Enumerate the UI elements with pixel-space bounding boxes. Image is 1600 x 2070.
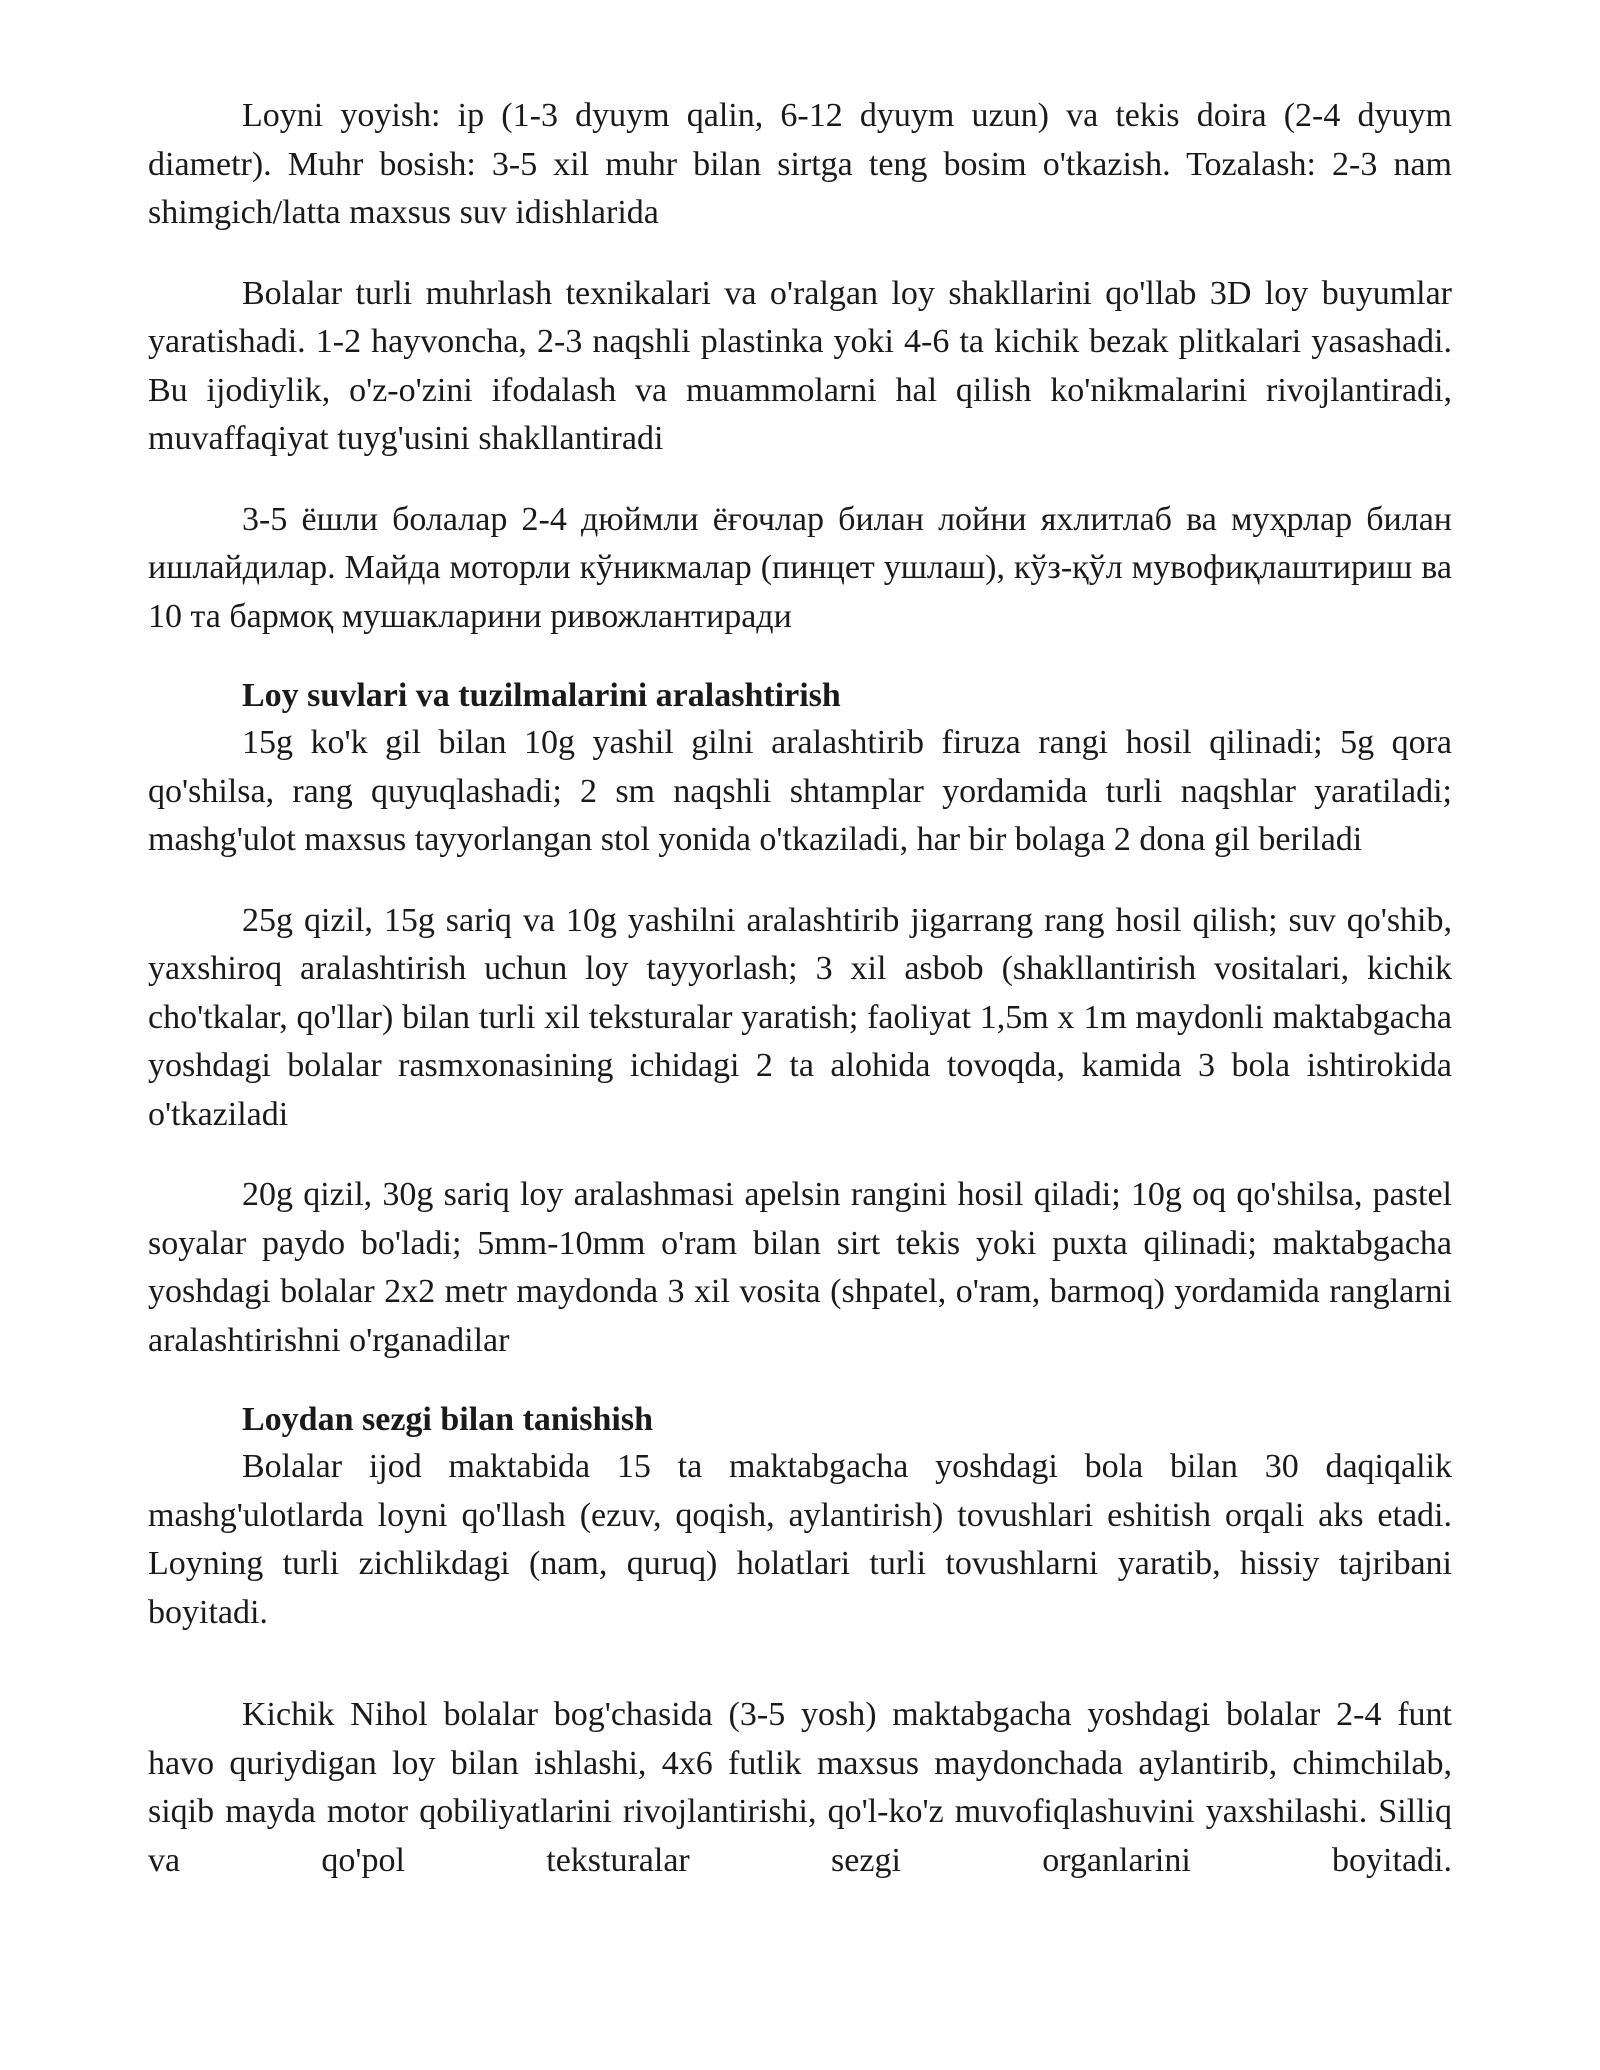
- paragraph-kindergarten-clay: Kichik Nihol bolalar bog'chasida (3-5 yosh) maktabgacha yoshdagi bolalar 2-4 funt havo quriydigan loy bilan ishlashi, 4x6 futlik maxsus maydonchada aylantirib, chimchilab, siqib mayda motor qobiliyatlarini rivojlantirishi, qo'l-ko'z muvofiqlashuvini yaxshilashi. Silliq va qo'pol teksturalar sezgi organlarini boyitadi.: [148, 1696, 1452, 1879]
- document-page: [148, 92, 1452, 1885]
- section-heading-sensory: Loydan sezgi bilan tanishish: [242, 1401, 653, 1438]
- paragraph-orange-mix: 20g qizil, 30g sariq loy aralashmasi apelsin rangini hosil qiladi; 10g oq qo'shilsa, pastel soyalar paydo bo'ladi; 5mm-10mm o'ram bilan sirt tekis yoki puxta qilinadi; maktabgacha yoshdagi bolalar 2x2 metr maydonda 3 xil vosita (shpatel, o'ram, barmoq) yordamida ranglarni aralashtirishni o'rganadilar: [148, 1176, 1452, 1359]
- paragraph-clay-rolling: Loyni yoyish: ip (1-3 dyuym qalin, 6-12 dyuym uzun) va tekis doira (2-4 dyuym diametr). Muhr bosish: 3-5 xil muhr bilan sirtga teng bosim o'tkazish. Tozalash: 2-3 nam shimgich/latta maxsus suv idishlarida: [148, 97, 1452, 231]
- paragraph-cyrillic-motor-skills: 3-5 ёшли болалар 2-4 дюймли ёғочлар билан лойни яхлитлаб ва муҳрлар билан ишлайдилар. Майда моторли кўникмалар (пинцет ушлаш), кўз-қўл мувофиқлаштириш ва 10 та бармоқ мушакларини ривожлантиради: [148, 500, 1452, 635]
- section-heading-mixing: Loy suvlari va tuzilmalarini aralashtirish: [242, 677, 841, 714]
- paragraph-brown-mix: 25g qizil, 15g sariq va 10g yashilni aralashtirib jigarrang rang hosil qilish; suv qo'shib, yaxshiroq aralashtirish uchun loy tayyorlash; 3 xil asbob (shakllantirish vositalari, kichik cho'tkalar, qo'llar) bilan turli xil teksturalar yaratish; faoliyat 1,5m x 1m maydonli maktabgacha yoshdagi bolalar rasmxonasining ichidagi 2 ta alohida tovoqda, kamida 3 bola ishtirokida o'tkaziladi: [148, 901, 1452, 1133]
- paragraph-3d-clay-items: Bolalar turli muhrlash texnikalari va o'ralgan loy shakllarini qo'llab 3D loy buyumlar yaratishadi. 1-2 hayvoncha, 2-3 naqshli plastinka yoki 4-6 ta kichik bezak plitkalari yasashadi. Bu ijodiylik, o'z-o'zini ifodalash va muammolarni hal qilish ko'nikmalarini rivojlantiradi, muvaffaqiyat tuyg'usini shakllantiradi: [148, 274, 1452, 457]
- paragraph-sound-experience: Bolalar ijod maktabida 15 ta maktabgacha yoshdagi bola bilan 30 daqiqalik mashg'ulotlarda loyni qo'llash (ezuv, qoqish, aylantirish) tovushlari eshitish orqali aks etadi. Loyning turli zichlikdagi (nam, quruq) holatlari turli tovushlarni yaratib, hissiy tajribani boyitadi.: [148, 1448, 1452, 1631]
- paragraph-turquoise-mix: 15g ko'k gil bilan 10g yashil gilni aralashtirib firuza rangi hosil qilinadi; 5g qora qo'shilsa, rang quyuqlashadi; 2 sm naqshli shtamplar yordamida turli naqshlar yaratiladi; mashg'ulot maxsus tayyorlangan stol yonida o'tkaziladi, har bir bolaga 2 dona gil beriladi: [148, 724, 1452, 858]
